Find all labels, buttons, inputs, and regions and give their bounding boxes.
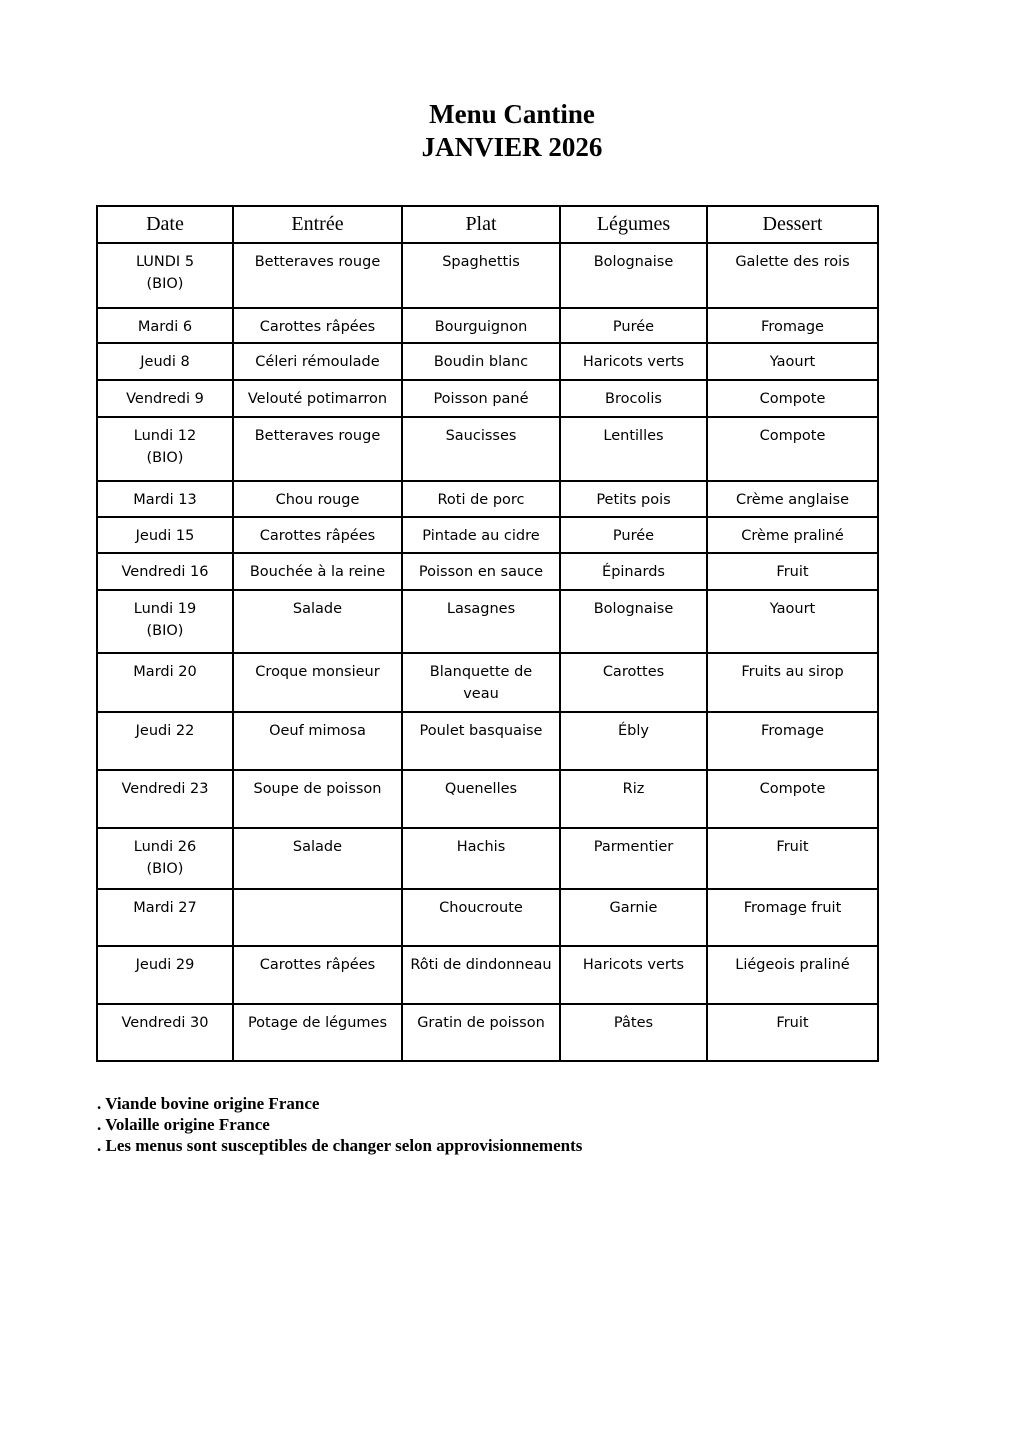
plat-cell: Roti de porc	[402, 481, 560, 517]
date-cell	[97, 712, 233, 770]
footnote: . Volaille origine France	[97, 1115, 270, 1134]
entree-cell: Chou rouge	[233, 481, 402, 517]
dessert-cell: Crème praliné	[707, 517, 878, 553]
date-label: Jeudi 15	[135, 528, 195, 544]
entree-cell: Salade	[233, 590, 402, 653]
dessert-cell: Fruit	[707, 1004, 878, 1061]
table-row	[97, 481, 878, 517]
date-label: Mardi 13	[133, 492, 197, 508]
date-label: Vendredi 16	[121, 564, 209, 580]
column-header-date: Date	[97, 206, 233, 243]
table-row	[97, 380, 878, 417]
dessert-cell: Yaourt	[707, 343, 878, 380]
date-cell	[97, 343, 233, 380]
entree-cell: Carottes râpées	[233, 946, 402, 1004]
date-label: Lundi 26	[133, 839, 197, 855]
page-title-line1: Menu Cantine	[429, 99, 595, 129]
plat-cell: Blanquette de veau	[402, 653, 560, 712]
legumes-cell: Purée	[560, 517, 707, 553]
entree-cell: Soupe de poisson	[233, 770, 402, 828]
date-label: Mardi 27	[133, 900, 197, 916]
entree-cell: Betteraves rouge	[233, 417, 402, 481]
footnote: . Les menus sont susceptibles de changer selon approvisionnements	[97, 1136, 583, 1155]
date-label: Jeudi 8	[140, 354, 190, 370]
entree-cell: Céleri rémoulade	[233, 343, 402, 380]
table-row	[97, 308, 878, 343]
column-header-legumes: Légumes	[560, 206, 707, 243]
table-row	[97, 653, 878, 712]
date-cell	[97, 481, 233, 517]
dessert-cell: Compote	[707, 380, 878, 417]
dessert-cell: Fruit	[707, 553, 878, 590]
entree-cell	[233, 889, 402, 946]
entree-cell: Carottes râpées	[233, 517, 402, 553]
dessert-cell: Liégeois praliné	[707, 946, 878, 1004]
legumes-cell: Purée	[560, 308, 707, 343]
entree-cell: Carottes râpées	[233, 308, 402, 343]
entree-cell: Bouchée à la reine	[233, 553, 402, 590]
footnotes	[97, 1093, 1024, 1156]
plat-cell: Quenelles	[402, 770, 560, 828]
date-cell	[97, 243, 233, 308]
table-row	[97, 417, 878, 481]
date-label: Jeudi 22	[135, 723, 195, 739]
date-label: LUNDI 5	[135, 254, 195, 270]
entree-cell: Salade	[233, 828, 402, 889]
plat-cell: Saucisses	[402, 417, 560, 481]
plat-cell: Gratin de poisson	[402, 1004, 560, 1061]
dessert-cell: Crème anglaise	[707, 481, 878, 517]
table-row	[97, 243, 878, 308]
legumes-cell: Bolognaise	[560, 243, 707, 308]
plat-cell: Spaghettis	[402, 243, 560, 308]
entree-cell: Betteraves rouge	[233, 243, 402, 308]
header-row	[97, 206, 878, 243]
date-label: Lundi 12	[133, 428, 197, 444]
column-header-dessert: Dessert	[707, 206, 878, 243]
legumes-cell: Haricots verts	[560, 343, 707, 380]
date-label: Jeudi 29	[135, 957, 195, 973]
date-cell	[97, 1004, 233, 1061]
plat-cell: Boudin blanc	[402, 343, 560, 380]
legumes-cell: Lentilles	[560, 417, 707, 481]
date-cell	[97, 828, 233, 889]
plat-cell: Hachis	[402, 828, 560, 889]
legumes-cell: Brocolis	[560, 380, 707, 417]
entree-cell: Potage de légumes	[233, 1004, 402, 1061]
bio-label: (BIO)	[146, 861, 184, 877]
date-label: Vendredi 30	[121, 1015, 209, 1031]
table-row	[97, 517, 878, 553]
date-cell	[97, 517, 233, 553]
dessert-cell: Galette des rois	[707, 243, 878, 308]
legumes-cell: Garnie	[560, 889, 707, 946]
dessert-cell: Fruits au sirop	[707, 653, 878, 712]
date-cell	[97, 590, 233, 653]
plat-cell: Choucroute	[402, 889, 560, 946]
date-label: Vendredi 23	[121, 781, 209, 797]
legumes-cell: Ébly	[560, 712, 707, 770]
bio-label: (BIO)	[146, 276, 184, 292]
legumes-cell: Pâtes	[560, 1004, 707, 1061]
legumes-cell: Carottes	[560, 653, 707, 712]
date-label: Vendredi 9	[126, 391, 204, 407]
legumes-cell: Bolognaise	[560, 590, 707, 653]
date-cell	[97, 308, 233, 343]
dessert-cell: Compote	[707, 417, 878, 481]
table-row	[97, 946, 878, 1004]
table-row	[97, 1004, 878, 1061]
column-header-entree: Entrée	[233, 206, 402, 243]
table-row	[97, 712, 878, 770]
bio-label: (BIO)	[146, 450, 184, 466]
date-cell	[97, 653, 233, 712]
date-label: Mardi 20	[133, 664, 197, 680]
entree-cell: Oeuf mimosa	[233, 712, 402, 770]
date-cell	[97, 553, 233, 590]
dessert-cell: Fromage fruit	[707, 889, 878, 946]
date-cell	[97, 770, 233, 828]
plat-cell: Poulet basquaise	[402, 712, 560, 770]
plat-cell: Lasagnes	[402, 590, 560, 653]
column-header-plat: Plat	[402, 206, 560, 243]
entree-cell: Velouté potimarron	[233, 380, 402, 417]
plat-cell: Rôti de dindonneau	[402, 946, 560, 1004]
table-row	[97, 770, 878, 828]
table-row	[97, 343, 878, 380]
date-cell	[97, 889, 233, 946]
dessert-cell: Fromage	[707, 308, 878, 343]
bio-label: (BIO)	[146, 623, 184, 639]
table-row	[97, 828, 878, 889]
entree-cell: Croque monsieur	[233, 653, 402, 712]
page-title	[0, 0, 1024, 164]
date-cell	[97, 417, 233, 481]
plat-cell: Poisson pané	[402, 380, 560, 417]
table-row	[97, 553, 878, 590]
dessert-cell: Compote	[707, 770, 878, 828]
plat-cell: Poisson en sauce	[402, 553, 560, 590]
legumes-cell: Haricots verts	[560, 946, 707, 1004]
plat-cell: Pintade au cidre	[402, 517, 560, 553]
date-label: Mardi 6	[137, 319, 193, 335]
legumes-cell: Riz	[560, 770, 707, 828]
menu-table	[96, 205, 879, 1062]
dessert-cell: Fromage	[707, 712, 878, 770]
date-label: Lundi 19	[133, 601, 197, 617]
plat-cell: Bourguignon	[402, 308, 560, 343]
date-cell	[97, 946, 233, 1004]
dessert-cell: Fruit	[707, 828, 878, 889]
legumes-cell: Petits pois	[560, 481, 707, 517]
page-title-line2: JANVIER 2026	[421, 132, 603, 162]
footnote: . Viande bovine origine France	[97, 1094, 320, 1113]
legumes-cell: Épinards	[560, 553, 707, 590]
legumes-cell: Parmentier	[560, 828, 707, 889]
dessert-cell: Yaourt	[707, 590, 878, 653]
table-row	[97, 590, 878, 653]
date-cell	[97, 380, 233, 417]
table-row	[97, 889, 878, 946]
